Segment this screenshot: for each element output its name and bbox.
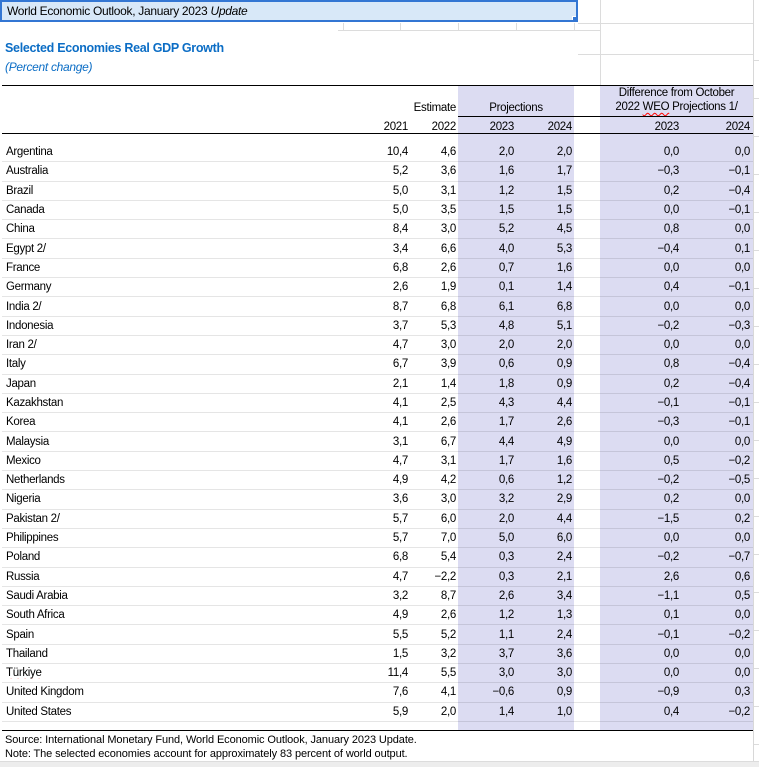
cell-value-2023[interactable]: 2,6 [498,589,514,602]
cell-value-2024[interactable]: 3,6 [556,647,572,660]
cell-diff-2024[interactable]: −0,4 [728,184,750,197]
cell-value-2023[interactable]: 4,0 [498,242,514,255]
cell-value-2021[interactable]: 5,7 [392,532,408,545]
cell-value-2023[interactable]: 0,3 [498,570,514,583]
difference-header-line2: 2022 [615,101,643,113]
cell-diff-2024[interactable]: 0,5 [734,589,750,602]
cell-value-2022[interactable]: 3,5 [440,204,456,217]
cell-diff-2024[interactable]: −0,7 [728,551,750,564]
table-row [2,703,753,722]
cell-value-2021[interactable]: 8,7 [392,300,408,313]
cell-diff-2024[interactable]: −0,1 [728,281,750,294]
gridline [516,23,517,31]
cell-diff-2024[interactable]: −0,1 [728,204,750,217]
year-header-2022[interactable]: 2022 [431,121,456,133]
cell-diff-2023[interactable]: −0,1 [657,397,679,409]
cell-value-2021[interactable]: 5,0 [392,204,408,217]
source-note[interactable]: Source: International Monetary Fund, World Economic Outlook, January 2023 Update. [5,734,417,746]
cell-diff-2024[interactable]: 0,0 [734,435,750,448]
cell-diff-2024[interactable]: 0,0 [734,223,750,236]
cell-value-2021[interactable]: 8,4 [392,223,408,236]
cell-value-2023[interactable]: 2,0 [498,339,514,352]
cell-value-2024[interactable]: 4,4 [556,512,572,525]
cell-value-2021[interactable]: 5,0 [392,184,408,197]
cell-value-2022[interactable]: 2,6 [440,609,456,622]
cell-diff-2023[interactable]: 0,0 [663,204,679,217]
table-row [2,510,753,529]
cell-value-2024[interactable]: 2,9 [556,493,572,506]
cell-country[interactable]: Türkiye [6,667,42,680]
cell-country[interactable]: Indonesia [6,319,54,332]
gdp-growth-table [2,85,753,731]
difference-header-line1: Difference from October [618,87,735,99]
cell-value-2023[interactable]: 4,8 [498,319,514,332]
table-row [2,375,753,394]
cell-country[interactable]: China [6,223,35,236]
cell-value-2024[interactable]: 2,0 [556,339,572,352]
cell-value-2022[interactable]: 3,1 [440,454,456,467]
cell-diff-2023[interactable]: 0,0 [663,261,679,274]
cell-value-2023[interactable]: 3,7 [498,647,514,660]
cell-country[interactable]: Nigeria [6,493,41,506]
cell-diff-2023[interactable]: 0,0 [663,435,679,448]
cell-diff-2023[interactable]: 0,8 [663,223,679,236]
gridline [458,23,459,31]
year-header-2023[interactable]: 2023 [489,121,514,133]
cell-value-2021[interactable]: 4,9 [392,609,408,622]
cell-country[interactable]: Mexico [6,454,41,467]
cell-diff-2023[interactable]: −0,4 [657,242,679,255]
cell-value-2022[interactable]: 3,6 [440,165,456,178]
gridline [400,23,401,31]
cell-value-2024[interactable]: 3,4 [556,589,572,602]
cell-country[interactable]: Thailand [6,647,48,660]
cell-diff-2023[interactable]: −0,2 [657,319,679,332]
cell-country[interactable]: Kazakhstan [6,397,64,409]
cell-country[interactable]: Germany [6,281,52,294]
table-body [2,143,753,722]
cell-value-2024[interactable]: 0,9 [556,686,572,699]
cell-value-2021[interactable]: 4,7 [392,454,408,467]
cell-value-2024[interactable]: 6,0 [556,532,572,545]
cell-diff-2023[interactable]: 0,4 [663,281,679,294]
table-row [2,625,753,644]
cell-country[interactable]: Netherlands [6,474,65,487]
cell-diff-2024[interactable]: −0,2 [728,705,750,718]
cell-diff-2024[interactable]: 0,0 [734,609,750,622]
cell-value-2021[interactable]: 4,7 [392,339,408,352]
cell-value-2024[interactable]: 1,5 [556,184,572,197]
cell-diff-2023[interactable]: 2,6 [663,570,679,583]
cell-value-2023[interactable]: 1,8 [498,377,514,390]
cell-country[interactable]: Spain [6,628,34,641]
cell-diff-2023[interactable]: 0,2 [663,493,679,506]
cell-value-2023[interactable]: 1,2 [498,184,514,197]
cell-value-2024[interactable]: 1,0 [556,705,572,718]
cell-value-2021[interactable]: 2,1 [392,377,408,390]
cell-diff-2023[interactable]: −0,1 [657,628,679,641]
cell-value-2021[interactable]: 6,8 [392,261,408,274]
cell-value-2024[interactable]: 2,4 [556,551,572,564]
table-row [2,548,753,567]
cell-value-2023[interactable]: 5,0 [498,532,514,545]
cell-value-2022[interactable]: 3,0 [440,223,456,236]
cell-value-2022[interactable]: 2,6 [440,416,456,429]
cell-value-2021[interactable]: 6,7 [392,358,408,371]
cell-value-2022[interactable]: 3,1 [440,184,456,197]
table-row [2,394,753,413]
sheet-right-edge [753,0,759,761]
cell-value-2024[interactable]: 1,7 [556,165,572,178]
cell-value-2021[interactable]: 1,5 [392,647,408,660]
cell-value-2021[interactable]: 11,4 [387,667,408,680]
cell-value-2024[interactable]: 4,4 [556,397,572,409]
cell-country[interactable]: Italy [6,358,26,371]
workbook-title-italic: Update [210,4,248,18]
cell-diff-2024[interactable]: 0,0 [734,339,750,352]
table-subtitle[interactable]: (Percent change) [5,60,93,74]
cell-country[interactable]: Argentina [6,146,53,159]
cell-value-2024[interactable]: 2,4 [556,628,572,641]
table-row [2,568,753,587]
cell-diff-2024[interactable]: 0,0 [734,146,750,159]
cell-value-2022[interactable]: 2,6 [440,261,456,274]
cell-value-2022[interactable]: 1,4 [440,377,456,390]
year-header-2024[interactable]: 2024 [547,121,572,133]
cell-diff-2024[interactable]: 0,2 [734,512,750,525]
cell-value-2022[interactable]: 5,5 [440,667,456,680]
table-row [2,162,753,181]
output-note[interactable]: Note: The selected economies account for approximately 83 percent of world output. [5,747,408,760]
table-row [2,452,753,471]
gridline [574,23,575,31]
cell-value-2021[interactable]: 3,4 [392,242,408,255]
cell-value-2024[interactable]: 5,1 [556,319,572,332]
cell-value-2021[interactable]: 10,4 [386,146,408,159]
cell-value-2021[interactable]: 5,9 [392,705,408,718]
cell-diff-2023[interactable]: −0,9 [657,686,679,699]
cell-value-2023[interactable]: 0,1 [498,281,514,294]
cell-value-2024[interactable]: 5,3 [556,242,572,255]
cell-value-2022[interactable]: 5,2 [440,628,456,641]
cell-diff-2023[interactable]: −0,2 [657,474,679,487]
gridline [338,30,600,31]
gridline [754,23,759,761]
cell-value-2024[interactable]: 1,4 [556,281,572,294]
cell-value-2023[interactable]: 1,7 [498,416,514,429]
cell-value-2022[interactable]: 6,0 [440,512,456,525]
cell-value-2024[interactable]: 1,2 [556,474,572,487]
cell-value-2022[interactable]: 6,6 [440,242,456,255]
cell-diff-2023[interactable]: 0,0 [663,532,679,545]
cell-value-2022[interactable]: 3,2 [440,647,456,660]
gridline [578,23,759,24]
cell-diff-2023[interactable]: 0,0 [663,300,679,313]
cell-value-2021[interactable]: 5,7 [392,512,408,525]
cell-country[interactable]: Pakistan 2/ [6,512,60,525]
year-header-row [2,117,753,134]
cell-value-2022[interactable]: 1,9 [440,281,456,294]
cell-value-2024[interactable]: 1,6 [556,454,572,467]
cell-value-2022[interactable]: 6,8 [440,300,456,313]
cell-country[interactable]: South Africa [6,609,65,622]
cell-value-2023[interactable]: 0,7 [498,261,514,274]
cell-diff-2024[interactable]: 0,0 [734,532,750,545]
cell-value-2023[interactable]: 0,3 [498,551,514,564]
table-row [2,317,753,336]
cell-value-2022[interactable]: 4,1 [440,686,456,699]
table-row [2,278,753,297]
table-row [2,297,753,316]
cell-diff-2024[interactable]: −0,2 [728,628,750,641]
cell-value-2024[interactable]: 2,6 [556,416,572,429]
cell-value-2023[interactable]: 6,1 [498,300,514,313]
cell-diff-2024[interactable]: 0,0 [734,261,750,274]
cell-value-2022[interactable]: 3,9 [440,358,456,371]
cell-diff-2023[interactable]: −0,3 [657,165,679,178]
cell-diff-2024[interactable]: −0,5 [728,474,750,487]
cell-value-2021[interactable]: 3,6 [392,493,408,506]
cell-country[interactable]: United States [6,705,72,718]
table-row [2,220,753,239]
cell-diff-2024[interactable]: −0,4 [728,358,750,371]
year-header-diff-2023[interactable]: 2023 [654,121,679,133]
gridline [578,54,759,55]
cell-diff-2023[interactable]: 0,0 [663,667,679,680]
difference-header[interactable] [600,86,753,114]
table-row [2,259,753,278]
table-row [2,336,753,355]
difference-header-line2-suffix: Projections 1/ [669,101,738,113]
cell-value-2024[interactable]: 4,5 [556,223,572,236]
cell-country[interactable]: Korea [6,416,36,429]
cell-value-2023[interactable]: −0,6 [492,686,514,699]
table-row [2,529,753,548]
header-underline [458,116,753,117]
cell-value-2024[interactable]: 3,0 [556,667,572,680]
workbook-title-text: World Economic Outlook, January 2023 [7,4,211,18]
cell-country[interactable]: Australia [6,165,49,178]
cell-diff-2024[interactable]: 0,0 [734,647,750,660]
cell-value-2022[interactable]: 8,7 [440,589,456,602]
cell-diff-2023[interactable]: −0,2 [657,551,679,564]
cell-diff-2023[interactable]: 0,5 [663,454,679,467]
cell-value-2024[interactable]: 1,5 [556,204,572,217]
table-row [2,606,753,625]
cell-value-2024[interactable]: 2,1 [556,570,572,583]
year-header-diff-2024[interactable]: 2024 [725,121,750,133]
gridline [600,0,601,85]
cell-value-2023[interactable]: 1,1 [498,628,514,641]
table-row [2,645,753,664]
cell-diff-2023[interactable]: −1,1 [657,589,679,602]
cell-value-2023[interactable]: 0,6 [498,474,514,487]
cell-diff-2023[interactable]: 0,2 [663,184,679,197]
year-header-2021[interactable]: 2021 [383,121,408,133]
table-row [2,664,753,683]
cell-value-2021[interactable]: 5,2 [392,165,408,178]
cell-diff-2024[interactable]: −0,1 [728,397,750,409]
cell-value-2023[interactable]: 4,4 [498,435,514,448]
cell-diff-2024[interactable]: 0,0 [734,300,750,313]
cell-value-2022[interactable]: −2,2 [434,570,456,583]
cell-value-2022[interactable]: 2,5 [440,397,456,409]
cell-diff-2024[interactable]: 0,3 [734,686,750,699]
cell-country[interactable]: Poland [6,551,41,564]
cell-value-2023[interactable]: 0,6 [498,358,514,371]
cell-value-2022[interactable]: 7,0 [440,532,456,545]
cell-diff-2023[interactable]: 0,1 [663,609,679,622]
table-row [2,355,753,374]
cell-country[interactable]: Malaysia [6,435,49,448]
cell-value-2021[interactable]: 3,1 [392,435,408,448]
cell-value-2021[interactable]: 4,7 [392,570,408,583]
cell-diff-2024[interactable]: 0,1 [734,242,750,255]
cell-country[interactable]: Japan [6,377,36,390]
cell-diff-2023[interactable]: 0,0 [663,339,679,352]
cell-value-2024[interactable]: 1,6 [556,261,572,274]
cell-value-2023[interactable]: 3,0 [498,667,514,680]
cell-diff-2024[interactable]: −0,4 [728,377,750,390]
cell-value-2022[interactable]: 5,4 [440,551,456,564]
cell-value-2024[interactable]: 6,8 [556,300,572,313]
cell-value-2023[interactable]: 4,3 [498,397,514,409]
cell-country[interactable]: Iran 2/ [6,339,37,352]
table-row [2,587,753,606]
cell-diff-2024[interactable]: 0,0 [734,667,750,680]
cell-value-2022[interactable]: 3,0 [440,339,456,352]
cell-value-2021[interactable]: 7,6 [392,686,408,699]
cell-country[interactable]: United Kingdom [6,686,84,699]
cell-diff-2024[interactable]: 0,6 [734,570,750,583]
cell-country[interactable]: Canada [6,204,45,217]
weo-spellcheck-text: WEO [642,101,670,113]
cell-country[interactable]: Philippines [6,532,59,545]
table-row [2,432,753,451]
cell-diff-2023[interactable]: 0,0 [663,146,679,159]
cell-value-2024[interactable]: 4,9 [556,435,572,448]
cell-diff-2024[interactable]: 0,0 [734,493,750,506]
cell-value-2021[interactable]: 2,6 [392,281,408,294]
gridline [343,23,344,31]
cell-value-2022[interactable]: 3,0 [440,493,456,506]
cell-diff-2024[interactable]: −0,1 [728,165,750,178]
cell-value-2023[interactable]: 1,4 [498,705,514,718]
cell-value-2021[interactable]: 5,5 [392,628,408,641]
table-row [2,201,753,220]
cell-value-2023[interactable]: 5,2 [498,223,514,236]
cell-value-2024[interactable]: 0,9 [556,377,572,390]
table-row [2,239,753,258]
table-title[interactable]: Selected Economies Real GDP Growth [5,41,224,55]
cell-country[interactable]: Russia [6,570,40,583]
cell-country[interactable]: Brazil [6,184,33,197]
cell-value-2022[interactable]: 4,2 [440,474,456,487]
table-row [2,413,753,432]
table-row [2,683,753,702]
cell-value-2023[interactable]: 1,2 [498,609,514,622]
cell-value-2023[interactable]: 2,0 [498,512,514,525]
selected-cell-title[interactable] [0,0,578,22]
cell-country[interactable]: France [6,261,40,274]
table-row [2,182,753,201]
cell-value-2023[interactable]: 1,5 [498,204,514,217]
cell-value-2022[interactable]: 2,0 [440,705,456,718]
selection-fill-handle[interactable] [572,16,578,22]
cell-country[interactable]: Saudi Arabia [6,589,68,602]
cell-value-2021[interactable]: 3,7 [392,319,408,332]
cell-diff-2024[interactable]: −0,1 [728,416,750,429]
cell-country[interactable]: India 2/ [6,300,42,313]
cell-value-2021[interactable]: 3,2 [392,589,408,602]
table-row [2,143,753,162]
cell-value-2021[interactable]: 4,1 [392,416,408,429]
cell-diff-2023[interactable]: 0,0 [663,647,679,660]
cell-value-2024[interactable]: 0,9 [556,358,572,371]
estimate-header[interactable]: Estimate [413,102,456,114]
column-group-headers [2,86,753,116]
cell-diff-2023[interactable]: −1,5 [657,512,679,525]
cell-value-2024[interactable]: 1,3 [556,609,572,622]
cell-diff-2023[interactable]: 0,4 [663,705,679,718]
window-bottom-edge [0,761,759,767]
cell-value-2021[interactable]: 6,8 [392,551,408,564]
cell-country[interactable]: Egypt 2/ [6,242,46,255]
cell-value-2023[interactable]: 1,7 [498,454,514,467]
cell-value-2022[interactable]: 5,3 [440,319,456,332]
cell-value-2024[interactable]: 2,0 [556,146,572,159]
cell-value-2023[interactable]: 2,0 [498,146,514,159]
table-row [2,490,753,509]
cell-diff-2023[interactable]: 0,8 [663,358,679,371]
cell-value-2021[interactable]: 4,9 [392,474,408,487]
cell-diff-2023[interactable]: −0,3 [657,416,679,429]
cell-value-2022[interactable]: 4,6 [440,146,456,159]
cell-value-2022[interactable]: 6,7 [440,435,456,448]
cell-diff-2024[interactable]: −0,3 [728,319,750,332]
cell-value-2023[interactable]: 3,2 [498,493,514,506]
cell-diff-2024[interactable]: −0,2 [728,454,750,467]
cell-value-2021[interactable]: 4,1 [392,397,408,409]
table-row [2,471,753,490]
table-footnotes [5,734,417,761]
cell-value-2023[interactable]: 1,6 [498,165,514,178]
projections-header[interactable]: Projections [489,102,543,114]
cell-diff-2023[interactable]: 0,2 [663,377,679,390]
